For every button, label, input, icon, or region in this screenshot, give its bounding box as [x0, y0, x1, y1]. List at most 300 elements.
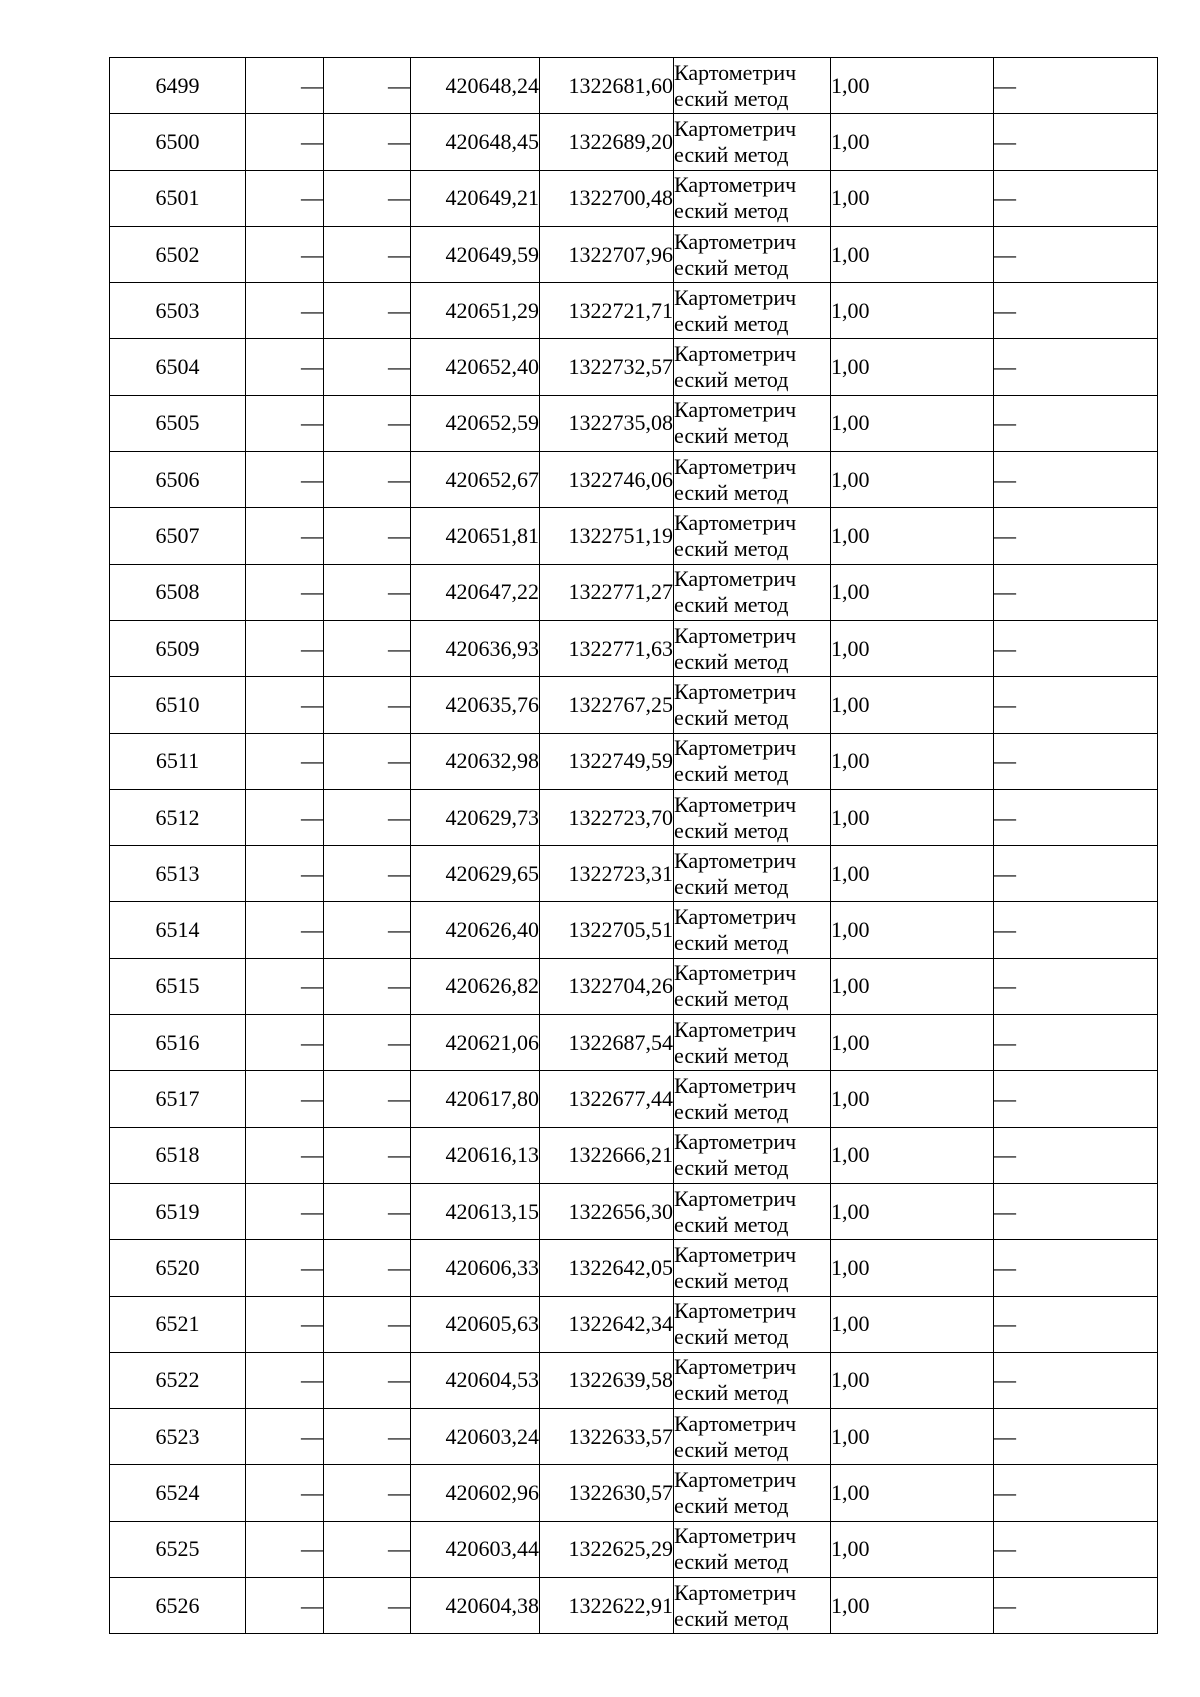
accuracy-cell: 1,00	[831, 1296, 994, 1352]
table-row	[110, 620, 1158, 676]
dash-cell: —	[246, 1465, 324, 1521]
x-coordinate-cell: 420652,67	[411, 452, 540, 508]
method-cell	[674, 1127, 831, 1183]
accuracy-cell: 1,00	[831, 677, 994, 733]
dash-cell: —	[246, 1409, 324, 1465]
dash-cell: —	[994, 846, 1158, 902]
dash-cell: —	[246, 339, 324, 395]
x-coordinate-cell: 420602,96	[411, 1465, 540, 1521]
dash-cell: —	[994, 902, 1158, 958]
dash-cell: —	[324, 958, 411, 1014]
point-number-cell: 6514	[110, 902, 246, 958]
y-coordinate-cell: 1322704,26	[540, 958, 674, 1014]
table-row	[110, 226, 1158, 282]
accuracy-cell: 1,00	[831, 58, 994, 114]
x-coordinate-cell: 420652,40	[411, 339, 540, 395]
dash-cell: —	[324, 1183, 411, 1239]
y-coordinate-cell: 1322771,63	[540, 620, 674, 676]
method-cell	[674, 902, 831, 958]
point-number-cell: 6508	[110, 564, 246, 620]
x-coordinate-cell: 420636,93	[411, 620, 540, 676]
method-line-2: еский метод	[674, 1267, 789, 1293]
table-row	[110, 1521, 1158, 1577]
dash-cell: —	[324, 339, 411, 395]
y-coordinate-cell: 1322666,21	[540, 1127, 674, 1183]
x-coordinate-cell: 420649,21	[411, 170, 540, 226]
dash-cell: —	[324, 620, 411, 676]
point-number-cell: 6502	[110, 226, 246, 282]
method-line-1: Картометрич	[674, 59, 797, 85]
table-row	[110, 58, 1158, 114]
method-line-2: еский метод	[674, 1155, 789, 1181]
y-coordinate-cell: 1322751,19	[540, 508, 674, 564]
accuracy-cell: 1,00	[831, 226, 994, 282]
dash-cell: —	[246, 846, 324, 902]
x-coordinate-cell: 420651,29	[411, 283, 540, 339]
table-row	[110, 114, 1158, 170]
method-line-1: Картометрич	[674, 1410, 797, 1436]
method-line-1: Картометрич	[674, 678, 797, 704]
dash-cell: —	[324, 283, 411, 339]
method-line-2: еский метод	[674, 592, 789, 618]
y-coordinate-cell: 1322681,60	[540, 58, 674, 114]
x-coordinate-cell: 420603,44	[411, 1521, 540, 1577]
dash-cell: —	[246, 452, 324, 508]
dash-cell: —	[994, 1015, 1158, 1071]
method-line-1: Картометрич	[674, 1579, 797, 1605]
dash-cell: —	[994, 733, 1158, 789]
method-cell	[674, 1352, 831, 1408]
x-coordinate-cell: 420648,45	[411, 114, 540, 170]
accuracy-cell: 1,00	[831, 1409, 994, 1465]
y-coordinate-cell: 1322642,34	[540, 1296, 674, 1352]
method-line-2: еский метод	[674, 1549, 789, 1575]
dash-cell: —	[246, 789, 324, 845]
point-number-cell: 6507	[110, 508, 246, 564]
point-number-cell: 6525	[110, 1521, 246, 1577]
method-line-2: еский метод	[674, 1380, 789, 1406]
dash-cell: —	[324, 1409, 411, 1465]
point-number-cell: 6504	[110, 339, 246, 395]
dash-cell: —	[246, 1071, 324, 1127]
accuracy-cell: 1,00	[831, 958, 994, 1014]
x-coordinate-cell: 420613,15	[411, 1183, 540, 1239]
accuracy-cell: 1,00	[831, 733, 994, 789]
dash-cell: —	[246, 733, 324, 789]
dash-cell: —	[246, 114, 324, 170]
accuracy-cell: 1,00	[831, 1071, 994, 1127]
dash-cell: —	[994, 58, 1158, 114]
dash-cell: —	[994, 170, 1158, 226]
dash-cell: —	[246, 958, 324, 1014]
dash-cell: —	[246, 226, 324, 282]
method-line-2: еский метод	[674, 986, 789, 1012]
y-coordinate-cell: 1322656,30	[540, 1183, 674, 1239]
method-cell	[674, 114, 831, 170]
point-number-cell: 6501	[110, 170, 246, 226]
method-line-2: еский метод	[674, 817, 789, 843]
dash-cell: —	[324, 846, 411, 902]
x-coordinate-cell: 420626,82	[411, 958, 540, 1014]
dash-cell: —	[324, 677, 411, 733]
accuracy-cell: 1,00	[831, 1578, 994, 1634]
table-row	[110, 1240, 1158, 1296]
y-coordinate-cell: 1322732,57	[540, 339, 674, 395]
dash-cell: —	[324, 1240, 411, 1296]
method-cell	[674, 1071, 831, 1127]
method-line-2: еский метод	[674, 930, 789, 956]
y-coordinate-cell: 1322687,54	[540, 1015, 674, 1071]
y-coordinate-cell: 1322723,70	[540, 789, 674, 845]
dash-cell: —	[324, 1127, 411, 1183]
y-coordinate-cell: 1322749,59	[540, 733, 674, 789]
table-row	[110, 846, 1158, 902]
dash-cell: —	[994, 1183, 1158, 1239]
dash-cell: —	[994, 508, 1158, 564]
method-line-1: Картометрич	[674, 284, 797, 310]
dash-cell: —	[324, 733, 411, 789]
point-number-cell: 6526	[110, 1578, 246, 1634]
y-coordinate-cell: 1322642,05	[540, 1240, 674, 1296]
dash-cell: —	[994, 1296, 1158, 1352]
method-line-2: еский метод	[674, 1493, 789, 1519]
dash-cell: —	[324, 452, 411, 508]
dash-cell: —	[324, 902, 411, 958]
method-line-1: Картометрич	[674, 1354, 797, 1380]
method-line-2: еский метод	[674, 1605, 789, 1631]
y-coordinate-cell: 1322735,08	[540, 395, 674, 451]
accuracy-cell: 1,00	[831, 620, 994, 676]
dash-cell: —	[324, 58, 411, 114]
method-cell	[674, 1521, 831, 1577]
method-line-1: Картометрич	[674, 1523, 797, 1549]
method-line-1: Картометрич	[674, 1298, 797, 1324]
method-cell	[674, 733, 831, 789]
method-line-1: Картометрич	[674, 1072, 797, 1098]
y-coordinate-cell: 1322767,25	[540, 677, 674, 733]
dash-cell: —	[246, 395, 324, 451]
method-line-1: Картометрич	[674, 791, 797, 817]
table-row	[110, 733, 1158, 789]
dash-cell: —	[246, 1127, 324, 1183]
method-line-2: еский метод	[674, 1211, 789, 1237]
method-cell	[674, 564, 831, 620]
table-row	[110, 564, 1158, 620]
point-number-cell: 6522	[110, 1352, 246, 1408]
accuracy-cell: 1,00	[831, 508, 994, 564]
table-body	[110, 58, 1158, 1634]
table-row	[110, 902, 1158, 958]
dash-cell: —	[994, 1127, 1158, 1183]
method-cell	[674, 1240, 831, 1296]
point-number-cell: 6510	[110, 677, 246, 733]
table-row	[110, 1015, 1158, 1071]
accuracy-cell: 1,00	[831, 114, 994, 170]
dash-cell: —	[324, 1521, 411, 1577]
table-row	[110, 1296, 1158, 1352]
accuracy-cell: 1,00	[831, 170, 994, 226]
method-line-1: Картометрич	[674, 622, 797, 648]
y-coordinate-cell: 1322677,44	[540, 1071, 674, 1127]
y-coordinate-cell: 1322689,20	[540, 114, 674, 170]
dash-cell: —	[246, 620, 324, 676]
method-cell	[674, 58, 831, 114]
dash-cell: —	[994, 1240, 1158, 1296]
table-row	[110, 1352, 1158, 1408]
point-number-cell: 6520	[110, 1240, 246, 1296]
method-cell	[674, 677, 831, 733]
x-coordinate-cell: 420617,80	[411, 1071, 540, 1127]
point-number-cell: 6515	[110, 958, 246, 1014]
dash-cell: —	[994, 283, 1158, 339]
dash-cell: —	[994, 564, 1158, 620]
method-line-2: еский метод	[674, 1436, 789, 1462]
point-number-cell: 6512	[110, 789, 246, 845]
dash-cell: —	[246, 1240, 324, 1296]
method-line-2: еский метод	[674, 479, 789, 505]
y-coordinate-cell: 1322705,51	[540, 902, 674, 958]
point-number-cell: 6506	[110, 452, 246, 508]
y-coordinate-cell: 1322700,48	[540, 170, 674, 226]
x-coordinate-cell: 420616,13	[411, 1127, 540, 1183]
dash-cell: —	[246, 1296, 324, 1352]
method-line-2: еский метод	[674, 85, 789, 111]
accuracy-cell: 1,00	[831, 1352, 994, 1408]
method-cell	[674, 452, 831, 508]
accuracy-cell: 1,00	[831, 1521, 994, 1577]
method-line-2: еский метод	[674, 761, 789, 787]
dash-cell: —	[994, 1352, 1158, 1408]
method-line-1: Картометрич	[674, 960, 797, 986]
dash-cell: —	[994, 1521, 1158, 1577]
coordinates-table	[109, 57, 1158, 1634]
method-line-1: Картометрич	[674, 1185, 797, 1211]
method-line-1: Картометрич	[674, 1016, 797, 1042]
dash-cell: —	[246, 508, 324, 564]
table-row	[110, 452, 1158, 508]
method-line-1: Картометрич	[674, 566, 797, 592]
method-cell	[674, 508, 831, 564]
x-coordinate-cell: 420604,53	[411, 1352, 540, 1408]
method-line-2: еский метод	[674, 704, 789, 730]
dash-cell: —	[994, 1071, 1158, 1127]
dash-cell: —	[324, 226, 411, 282]
table-row	[110, 1071, 1158, 1127]
method-cell	[674, 226, 831, 282]
x-coordinate-cell: 420626,40	[411, 902, 540, 958]
accuracy-cell: 1,00	[831, 395, 994, 451]
accuracy-cell: 1,00	[831, 902, 994, 958]
table-row	[110, 1578, 1158, 1634]
dash-cell: —	[324, 1465, 411, 1521]
x-coordinate-cell: 420648,24	[411, 58, 540, 114]
method-line-1: Картометрич	[674, 735, 797, 761]
x-coordinate-cell: 420621,06	[411, 1015, 540, 1071]
x-coordinate-cell: 420605,63	[411, 1296, 540, 1352]
dash-cell: —	[246, 564, 324, 620]
method-line-1: Картометрич	[674, 228, 797, 254]
point-number-cell: 6500	[110, 114, 246, 170]
accuracy-cell: 1,00	[831, 1183, 994, 1239]
method-cell	[674, 1465, 831, 1521]
dash-cell: —	[994, 789, 1158, 845]
y-coordinate-cell: 1322639,58	[540, 1352, 674, 1408]
table-row	[110, 283, 1158, 339]
accuracy-cell: 1,00	[831, 564, 994, 620]
method-line-2: еский метод	[674, 536, 789, 562]
method-line-2: еский метод	[674, 254, 789, 280]
accuracy-cell: 1,00	[831, 789, 994, 845]
dash-cell: —	[246, 1352, 324, 1408]
dash-cell: —	[246, 1521, 324, 1577]
method-line-2: еский метод	[674, 423, 789, 449]
dash-cell: —	[324, 395, 411, 451]
point-number-cell: 6509	[110, 620, 246, 676]
point-number-cell: 6519	[110, 1183, 246, 1239]
y-coordinate-cell: 1322633,57	[540, 1409, 674, 1465]
method-line-1: Картометрич	[674, 341, 797, 367]
point-number-cell: 6524	[110, 1465, 246, 1521]
table-row	[110, 1409, 1158, 1465]
x-coordinate-cell: 420632,98	[411, 733, 540, 789]
method-line-1: Картометрич	[674, 1241, 797, 1267]
method-cell	[674, 395, 831, 451]
y-coordinate-cell: 1322721,71	[540, 283, 674, 339]
y-coordinate-cell: 1322630,57	[540, 1465, 674, 1521]
method-cell	[674, 846, 831, 902]
dash-cell: —	[324, 170, 411, 226]
point-number-cell: 6523	[110, 1409, 246, 1465]
dash-cell: —	[324, 508, 411, 564]
dash-cell: —	[994, 1465, 1158, 1521]
x-coordinate-cell: 420635,76	[411, 677, 540, 733]
dash-cell: —	[246, 1015, 324, 1071]
dash-cell: —	[994, 1409, 1158, 1465]
dash-cell: —	[324, 1578, 411, 1634]
dash-cell: —	[324, 564, 411, 620]
method-line-2: еский метод	[674, 1324, 789, 1350]
x-coordinate-cell: 420652,59	[411, 395, 540, 451]
dash-cell: —	[246, 902, 324, 958]
method-line-1: Картометрич	[674, 115, 797, 141]
method-line-1: Картометрич	[674, 510, 797, 536]
point-number-cell: 6499	[110, 58, 246, 114]
accuracy-cell: 1,00	[831, 846, 994, 902]
method-line-1: Картометрич	[674, 904, 797, 930]
dash-cell: —	[246, 677, 324, 733]
method-cell	[674, 1578, 831, 1634]
point-number-cell: 6516	[110, 1015, 246, 1071]
method-line-2: еский метод	[674, 141, 789, 167]
method-cell	[674, 1015, 831, 1071]
method-cell	[674, 620, 831, 676]
point-number-cell: 6511	[110, 733, 246, 789]
method-line-1: Картометрич	[674, 1129, 797, 1155]
method-line-1: Картометрич	[674, 172, 797, 198]
dash-cell: —	[324, 1015, 411, 1071]
x-coordinate-cell: 420603,24	[411, 1409, 540, 1465]
y-coordinate-cell: 1322746,06	[540, 452, 674, 508]
method-cell	[674, 1409, 831, 1465]
dash-cell: —	[994, 452, 1158, 508]
table-row	[110, 339, 1158, 395]
accuracy-cell: 1,00	[831, 1127, 994, 1183]
dash-cell: —	[324, 1296, 411, 1352]
table-row	[110, 395, 1158, 451]
method-line-1: Картометрич	[674, 397, 797, 423]
dash-cell: —	[324, 114, 411, 170]
dash-cell: —	[994, 958, 1158, 1014]
method-line-2: еский метод	[674, 1098, 789, 1124]
method-line-2: еский метод	[674, 873, 789, 899]
dash-cell: —	[246, 58, 324, 114]
y-coordinate-cell: 1322622,91	[540, 1578, 674, 1634]
dash-cell: —	[994, 395, 1158, 451]
y-coordinate-cell: 1322625,29	[540, 1521, 674, 1577]
dash-cell: —	[324, 1352, 411, 1408]
point-number-cell: 6503	[110, 283, 246, 339]
method-line-2: еский метод	[674, 648, 789, 674]
x-coordinate-cell: 420604,38	[411, 1578, 540, 1634]
table-row	[110, 958, 1158, 1014]
method-line-1: Картометрич	[674, 1467, 797, 1493]
dash-cell: —	[246, 1578, 324, 1634]
table-row	[110, 170, 1158, 226]
method-cell	[674, 1183, 831, 1239]
method-cell	[674, 283, 831, 339]
point-number-cell: 6513	[110, 846, 246, 902]
dash-cell: —	[246, 1183, 324, 1239]
accuracy-cell: 1,00	[831, 452, 994, 508]
dash-cell: —	[994, 226, 1158, 282]
x-coordinate-cell: 420647,22	[411, 564, 540, 620]
point-number-cell: 6521	[110, 1296, 246, 1352]
table-row	[110, 1183, 1158, 1239]
accuracy-cell: 1,00	[831, 339, 994, 395]
dash-cell: —	[324, 789, 411, 845]
table-row	[110, 1465, 1158, 1521]
accuracy-cell: 1,00	[831, 1240, 994, 1296]
point-number-cell: 6505	[110, 395, 246, 451]
point-number-cell: 6517	[110, 1071, 246, 1127]
accuracy-cell: 1,00	[831, 283, 994, 339]
dash-cell: —	[994, 339, 1158, 395]
method-line-2: еский метод	[674, 310, 789, 336]
y-coordinate-cell: 1322723,31	[540, 846, 674, 902]
dash-cell: —	[994, 677, 1158, 733]
x-coordinate-cell: 420629,73	[411, 789, 540, 845]
dash-cell: —	[246, 283, 324, 339]
method-line-1: Картометрич	[674, 453, 797, 479]
table-row	[110, 789, 1158, 845]
dash-cell: —	[324, 1071, 411, 1127]
accuracy-cell: 1,00	[831, 1015, 994, 1071]
method-line-2: еский метод	[674, 198, 789, 224]
method-cell	[674, 958, 831, 1014]
table-row	[110, 677, 1158, 733]
dash-cell: —	[994, 114, 1158, 170]
x-coordinate-cell: 420651,81	[411, 508, 540, 564]
method-line-1: Картометрич	[674, 847, 797, 873]
method-line-2: еский метод	[674, 1042, 789, 1068]
table-row	[110, 508, 1158, 564]
dash-cell: —	[246, 170, 324, 226]
x-coordinate-cell: 420649,59	[411, 226, 540, 282]
y-coordinate-cell: 1322707,96	[540, 226, 674, 282]
x-coordinate-cell: 420606,33	[411, 1240, 540, 1296]
method-cell	[674, 789, 831, 845]
point-number-cell: 6518	[110, 1127, 246, 1183]
